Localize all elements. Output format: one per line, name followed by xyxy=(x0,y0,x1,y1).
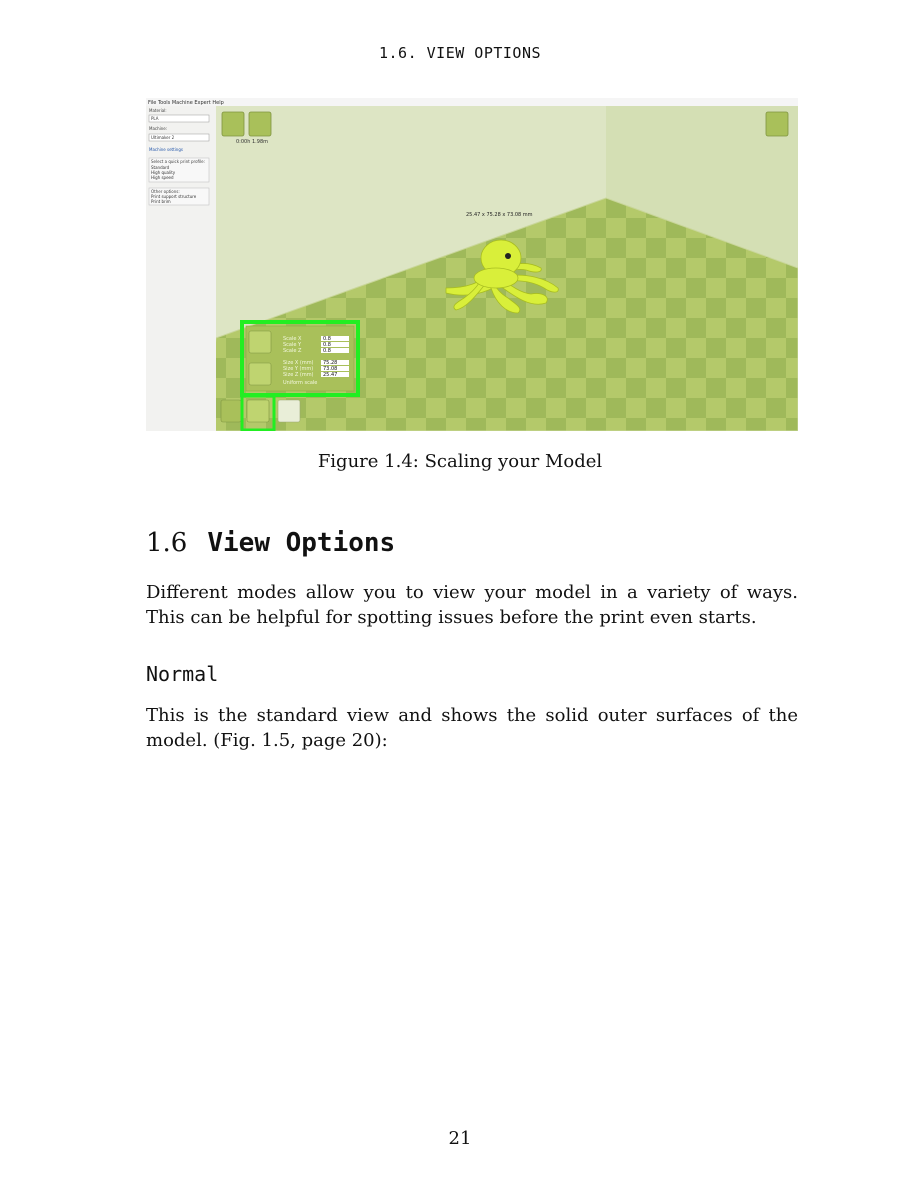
running-head: 1.6. VIEW OPTIONS xyxy=(378,44,542,62)
other-options-label: Other options: xyxy=(151,189,180,194)
material-value: PLA xyxy=(151,116,159,121)
scale-row-value-2: 0.8 xyxy=(323,348,331,354)
scale-row-label-3: Size X (mm) xyxy=(283,360,314,366)
section-number: 1.6 xyxy=(146,528,188,558)
quality-option-1: High quality xyxy=(151,170,176,175)
mirror-tool-icon xyxy=(249,363,271,385)
menu-bar xyxy=(146,98,798,106)
figure-caption: Figure 1.4: Scaling your Model xyxy=(317,451,603,472)
subsection-heading: Normal xyxy=(146,662,219,686)
scale-row-value-5: 25.47 xyxy=(323,372,338,378)
scale-row-label-1: Scale Y xyxy=(283,342,302,348)
rotate-tool-icon xyxy=(221,400,241,422)
scale-button-icon xyxy=(247,400,269,422)
machine-settings-link: Machine settings xyxy=(149,147,183,152)
scale-row-value-3: 75.28 xyxy=(323,360,338,366)
view-mode-icon xyxy=(766,112,788,136)
other-option-0: Print support structure xyxy=(151,194,197,199)
scale-row-label-4: Size Y (mm) xyxy=(283,366,314,372)
print-icon xyxy=(249,112,271,136)
uniform-scale-label: Uniform scale xyxy=(283,380,318,386)
material-label: Material: xyxy=(149,108,167,113)
load-icon xyxy=(222,112,244,136)
machine-label: Machine: xyxy=(149,126,168,131)
scale-row-value-4: 73.08 xyxy=(323,366,338,372)
print-time-info: 0:00h 1.98m xyxy=(236,139,268,145)
menu-bar-text: File Tools Machine Expert Help xyxy=(148,100,224,106)
normal-paragraph: This is the standard view and shows the solid outer surfaces of the model. (Fig. 1.5, page 20): xyxy=(146,705,798,751)
section-heading xyxy=(146,528,395,558)
page-number: 21 xyxy=(448,1128,472,1149)
scale-row-label-5: Size Z (mm) xyxy=(283,372,314,378)
mirror-button-icon xyxy=(278,400,300,422)
quality-option-0: Standard xyxy=(151,165,170,170)
scale-row-label-0: Scale X xyxy=(283,336,302,342)
screenshot-image xyxy=(146,98,798,431)
scale-row-label-2: Scale Z xyxy=(283,348,302,354)
dimension-readout: 25.47 x 75.28 x 73.08 mm xyxy=(466,212,533,218)
section-title: View Options xyxy=(207,528,396,558)
scale-row-value-0: 0.8 xyxy=(323,336,331,342)
figure-screenshot xyxy=(146,98,798,431)
quality-option-2: High speed xyxy=(151,175,174,180)
quality-label: Select a quick print profile: xyxy=(151,159,205,164)
scale-tool-icon xyxy=(249,331,271,353)
machine-value: Ultimaker 2 xyxy=(151,135,175,140)
scale-row-value-1: 0.8 xyxy=(323,342,331,348)
other-option-1: Print brim xyxy=(151,199,171,204)
intro-paragraph: Different modes allow you to view your model in a variety of ways. This can be helpful for spotting issues before the print even starts. xyxy=(146,582,798,628)
